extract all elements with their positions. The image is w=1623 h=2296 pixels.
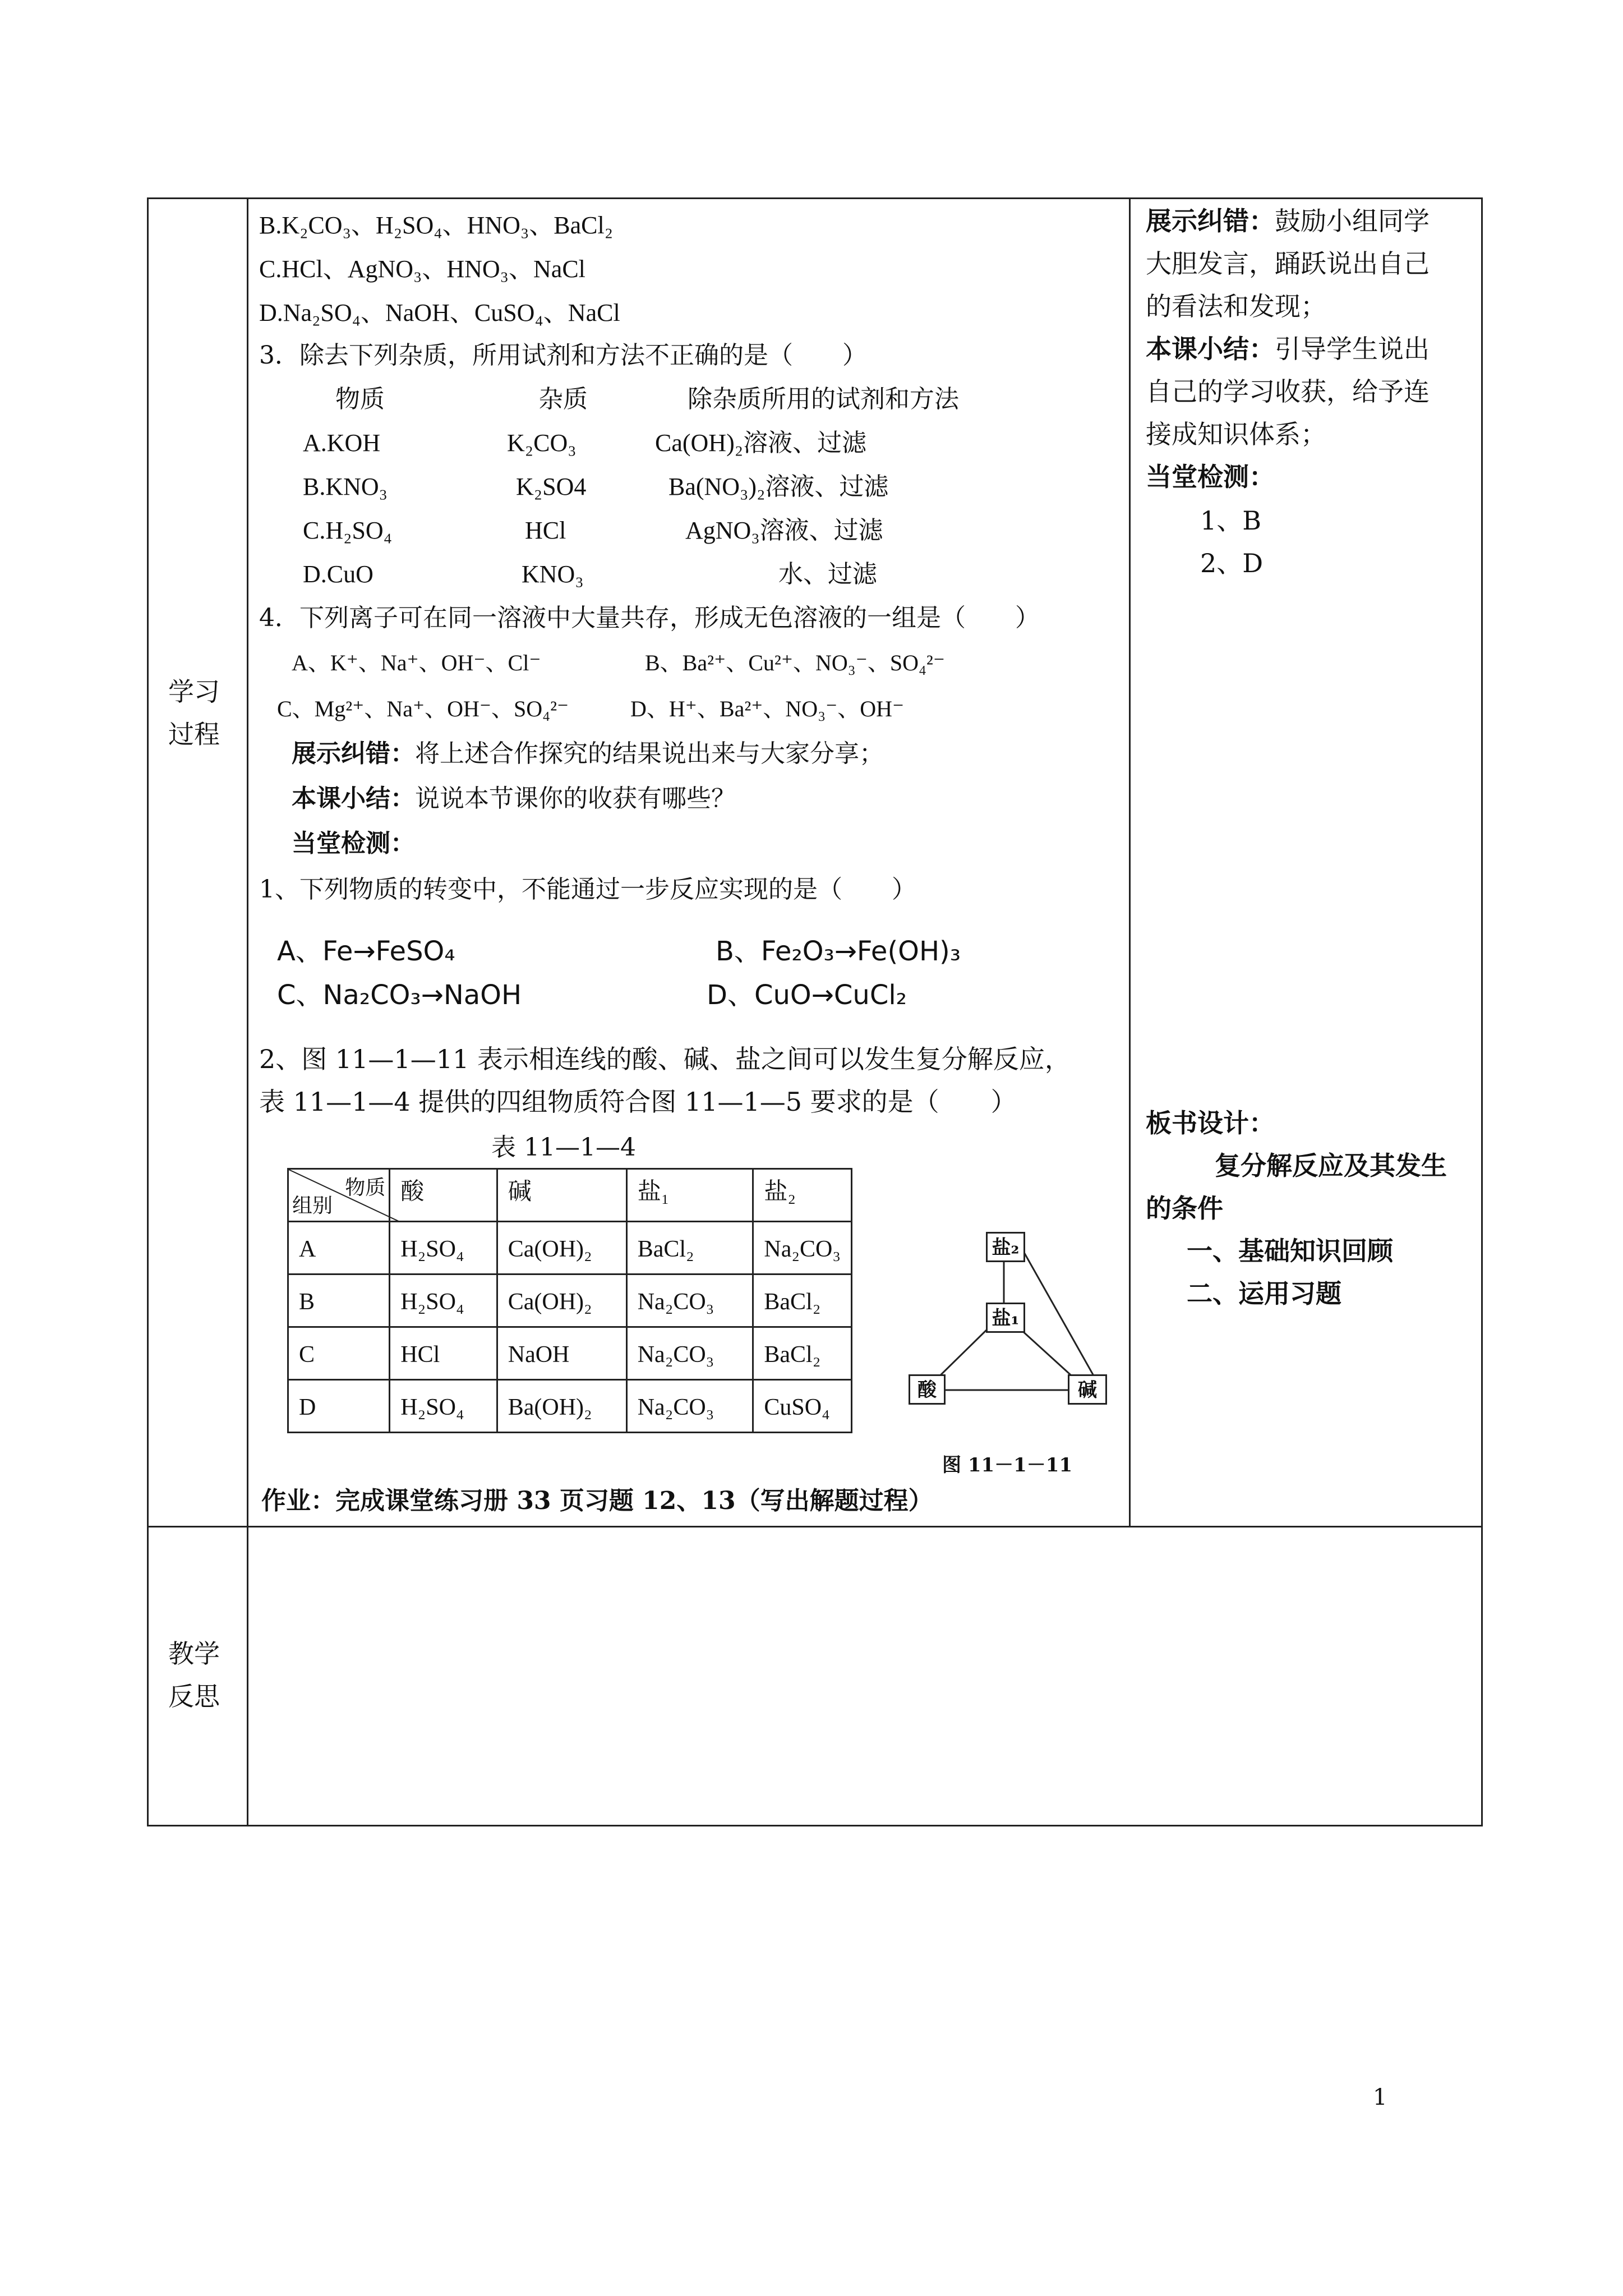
q3-row-a-substance: A.KOH [303, 429, 381, 457]
right-show-line3: 的看法和发现； [1146, 291, 1326, 321]
right-summary-label: 本课小结： [1146, 334, 1275, 364]
left-column-divider [247, 197, 248, 1826]
table-caption: 表 11—1—4 [491, 1133, 636, 1162]
q4-option-c: C、Mg²⁺、Na⁺、OH⁻、SO₄²⁻ [277, 696, 569, 721]
right-column-divider [1129, 197, 1131, 1527]
right-summary-text1: 引导学生说出 [1275, 334, 1430, 364]
test1-stem: 1、下列物质的转变中，不能通过一步反应实现的是（ ） [259, 875, 916, 904]
row-salt1: Na₂CO₃ [626, 1274, 753, 1327]
q3-row-b-method: Ba(NO₃)₂溶液、过滤 [668, 473, 889, 500]
right-summary-line2: 自己的学习收获，给予连 [1146, 376, 1430, 407]
label-teaching: 教学 [168, 1639, 220, 1669]
row-salt1: Na₂CO₃ [626, 1327, 753, 1380]
label-reflection: 反思 [168, 1681, 220, 1711]
q3-row-c-method: AgNO₃溶液、过滤 [685, 517, 883, 544]
q2-option-c: C.HCl、AgNO₃、HNO₃、NaCl [259, 255, 585, 283]
corner-top-label: 物质 [345, 1176, 386, 1199]
answer-1: 1、B [1200, 505, 1262, 536]
row-salt2: CuSO₄ [753, 1380, 852, 1433]
row-salt1: Na₂CO₃ [626, 1380, 753, 1433]
q3-header-impurity: 杂质 [538, 385, 588, 413]
board-line2: 的条件 [1146, 1193, 1223, 1223]
corner-bottom-label: 组别 [292, 1194, 333, 1217]
row-acid: HCl [390, 1327, 497, 1380]
q4-option-b: B、Ba²⁺、Cu²⁺、NO₃⁻、SO₄²⁻ [645, 650, 946, 675]
table-corner-cell [288, 1169, 390, 1222]
row-acid: H₂SO₄ [390, 1380, 497, 1433]
q3-row-d-substance: D.CuO [303, 560, 374, 588]
row-salt2: BaCl₂ [753, 1327, 852, 1380]
test2-stem-line1: 2、图 11—1—11 表示相连线的酸、碱、盐之间可以发生复分解反应， [259, 1044, 1071, 1074]
header-salt1: 盐₁ [626, 1169, 753, 1222]
test1-option-c: C、Na₂CO₃→NaOH [277, 979, 522, 1011]
row-base: NaOH [497, 1327, 626, 1380]
q3-row-b-impurity: K₂SO4 [516, 473, 587, 500]
diagram-salt2-box: 盐₂ [986, 1232, 1025, 1262]
q2-option-b: B.K₂CO₃、H₂SO₄、HNO₃、BaCl₂ [259, 211, 614, 239]
show-correction-line [292, 737, 884, 771]
table-row [288, 1327, 852, 1380]
show-correction-text: 将上述合作探究的结果说出来与大家分享； [415, 739, 884, 768]
lesson-summary-line [292, 782, 736, 816]
board-line1: 复分解反应及其发生 [1215, 1151, 1447, 1181]
row-acid: H₂SO₄ [390, 1274, 497, 1327]
q4-stem: 4．下列离子可在同一溶液中大量共存，形成无色溶液的一组是（ ） [259, 604, 1040, 632]
diagram-salt1-box: 盐₁ [986, 1303, 1025, 1333]
row-group: D [288, 1380, 390, 1433]
diagram-caption: 图 11－1－11 [942, 1454, 1073, 1476]
q3-stem: 3．除去下列杂质，所用试剂和方法不正确的是（ ） [259, 341, 867, 370]
q3-row-c-substance: C.H₂SO₄ [303, 517, 393, 544]
right-summary-line1 [1146, 328, 1430, 370]
test1-option-a: A、Fe→FeSO₄ [277, 936, 455, 967]
row-group: B [288, 1274, 390, 1327]
q4-option-d: D、H⁺、Ba²⁺、NO₃⁻、OH⁻ [630, 696, 905, 721]
row-acid: H₂SO₄ [390, 1222, 497, 1274]
label-study: 学习 [168, 677, 220, 707]
table-row [288, 1380, 852, 1433]
q4-option-a: A、K⁺、Na⁺、OH⁻、Cl⁻ [292, 650, 541, 675]
q3-row-a-impurity: K₂CO₃ [507, 429, 577, 457]
q2-option-d: D.Na₂SO₄、NaOH、CuSO₄、NaCl [259, 299, 620, 326]
board-line3: 一、基础知识回顾 [1187, 1236, 1393, 1266]
q3-row-a-method: Ca(OH)₂溶液、过滤 [655, 429, 867, 457]
row-base: Ba(OH)₂ [497, 1380, 626, 1433]
label-process: 过程 [168, 719, 220, 749]
right-show-label: 展示纠错： [1146, 206, 1275, 236]
row-group: A [288, 1222, 390, 1274]
row-salt1: BaCl₂ [626, 1222, 753, 1274]
substance-table [287, 1168, 852, 1433]
q3-row-b-substance: B.KNO₃ [303, 473, 388, 500]
show-correction-label: 展示纠错： [292, 739, 415, 768]
test1-option-b: B、Fe₂O₃→Fe(OH)₃ [716, 936, 961, 967]
row-divider [147, 1526, 1483, 1527]
row-salt2: Na₂CO₃ [753, 1222, 852, 1274]
q3-header-method: 除杂质所用的试剂和方法 [688, 385, 959, 413]
homework: 作业：完成课堂练习册 33 页习题 12、13（写出解题过程） [261, 1487, 933, 1515]
board-design-label: 板书设计： [1146, 1108, 1275, 1138]
table-header-row [288, 1169, 852, 1222]
lesson-summary-text: 说说本节课你的收获有哪些？ [415, 784, 736, 813]
table-row [288, 1222, 852, 1274]
header-acid: 酸 [390, 1169, 497, 1222]
q3-header-substance: 物质 [335, 385, 385, 413]
right-show-line2: 大胆发言，踊跃说出自己 [1146, 249, 1430, 279]
right-show-line1 [1146, 200, 1430, 242]
q3-row-d-method: 水、过滤 [778, 560, 877, 588]
row-base: Ca(OH)₂ [497, 1274, 626, 1327]
test2-stem-line2: 表 11—1—4 提供的四组物质符合图 11—1—5 要求的是（ ） [259, 1087, 1017, 1117]
page-number: 1 [1373, 2085, 1387, 2110]
diagram-acid-box: 酸 [909, 1374, 946, 1405]
table-row [288, 1274, 852, 1327]
header-salt2: 盐₂ [753, 1169, 852, 1222]
diagram-base-box: 碱 [1068, 1374, 1107, 1405]
row-base: Ca(OH)₂ [497, 1222, 626, 1274]
board-line4: 二、运用习题 [1187, 1278, 1341, 1309]
q3-row-c-impurity: HCl [525, 517, 566, 544]
row-salt2: BaCl₂ [753, 1274, 852, 1327]
in-class-check-label: 当堂检测： [292, 829, 415, 858]
answer-2: 2、D [1200, 548, 1264, 578]
right-check-label: 当堂检测： [1146, 462, 1275, 492]
right-summary-line3: 接成知识体系； [1146, 419, 1326, 449]
test1-option-d: D、CuO→CuCl₂ [707, 979, 907, 1011]
row-group: C [288, 1327, 390, 1380]
lesson-summary-label: 本课小结： [292, 784, 415, 813]
right-show-text1: 鼓励小组同学 [1275, 206, 1430, 236]
q3-row-d-impurity: KNO₃ [522, 560, 584, 588]
header-base: 碱 [497, 1169, 626, 1222]
